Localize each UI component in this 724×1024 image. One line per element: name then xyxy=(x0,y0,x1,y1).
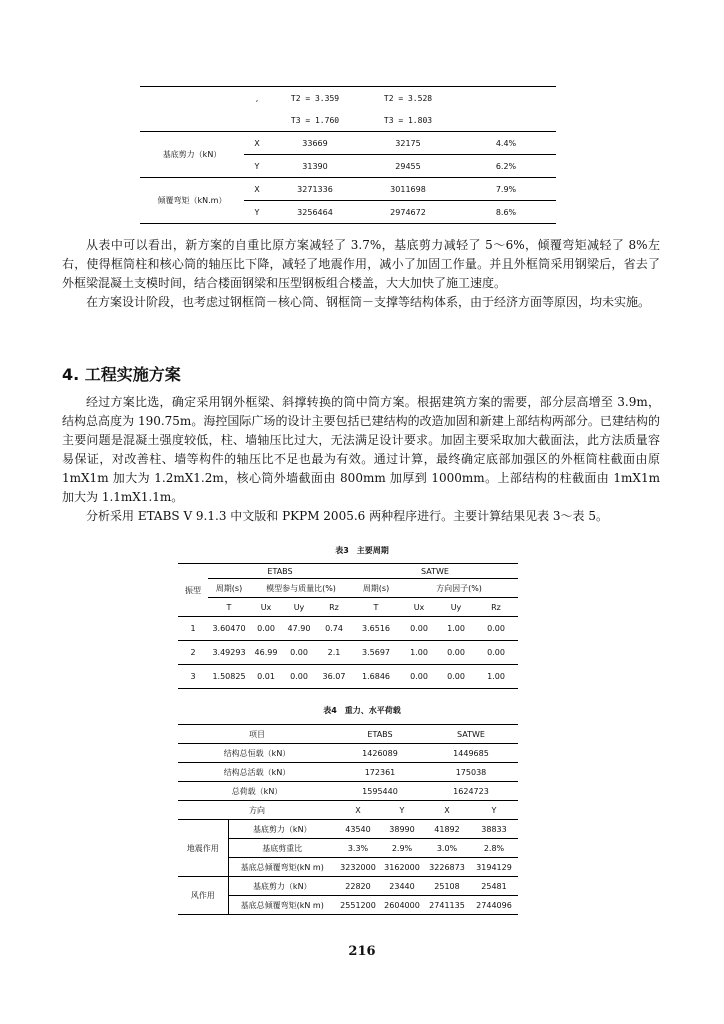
cell: 25481 xyxy=(470,877,518,896)
header-cell: Uy xyxy=(438,598,474,617)
cell: T3 = 1.803 xyxy=(383,115,433,125)
cell: X xyxy=(424,801,470,820)
cell: 0.00 xyxy=(474,617,518,641)
group-label: 风作用 xyxy=(178,877,228,915)
cell: 0.00 xyxy=(250,617,282,641)
row-label: 基底总倾覆弯矩(kN m) xyxy=(228,896,336,915)
cell: 2.1 xyxy=(316,641,352,665)
cell: 22820 xyxy=(336,877,380,896)
header-cell: SATWE xyxy=(457,729,485,739)
cell: 8.6% xyxy=(456,201,556,224)
cell: 29455 xyxy=(360,155,456,178)
cell: 2604000 xyxy=(380,896,424,915)
cell: 4.4% xyxy=(456,132,556,155)
header-cell: Ux xyxy=(400,598,438,617)
cell: 3.6516 xyxy=(352,617,400,641)
cell: Y xyxy=(244,155,270,178)
cell: X xyxy=(244,132,270,155)
cell: 46.99 xyxy=(250,641,282,665)
cell: 1624723 xyxy=(424,782,518,801)
cell: 3.0% xyxy=(424,839,470,858)
row-label: 基底剪力（kN） xyxy=(228,877,336,896)
cell: 2 xyxy=(178,641,208,665)
cell: 36.07 xyxy=(316,665,352,689)
cell: 3271336 xyxy=(270,178,360,201)
cell xyxy=(244,109,270,132)
cell: 3.49293 xyxy=(208,641,250,665)
cell: 172361 xyxy=(336,763,424,782)
cell: 1.00 xyxy=(474,665,518,689)
row-label: 结构总恒载（kN） xyxy=(178,744,336,763)
header-cell: Uy xyxy=(282,598,316,617)
header-cell: T xyxy=(352,598,400,617)
cell: 2.9% xyxy=(380,839,424,858)
cell: 33669 xyxy=(270,132,360,155)
row-label: 基底剪力（kN） xyxy=(228,820,336,839)
cell: 1426089 xyxy=(336,744,424,763)
header-cell: 方向因子(%) xyxy=(400,579,518,598)
cell: 1595440 xyxy=(336,782,424,801)
paragraph: 从表中可以看出，新方案的自重比原方案减轻了 3.7%，基底剪力减轻了 5～6%，倾覆弯矩减轻了 8%左右，使得框筒柱和核心筒的轴压比下降，减轻了地震作用，减小了加固工作量。并且外框筒采用钢梁后，省去了外框梁混凝土支模时间，结合楼面钢梁和压型钢板组合楼盖，大大加快了施工速度。 xyxy=(62,238,660,290)
cell: 32175 xyxy=(360,132,456,155)
cell: 7.9% xyxy=(456,178,556,201)
table-caption: 表3 主要周期 xyxy=(335,546,389,555)
header-cell: ETABS xyxy=(367,729,393,739)
header-cell: Rz xyxy=(474,598,518,617)
section-heading: 4. 工程实施方案 xyxy=(62,365,181,384)
cell: 6.2% xyxy=(456,155,556,178)
cell: 0.00 xyxy=(438,641,474,665)
header-cell: T xyxy=(208,598,250,617)
row-label: 结构总活载（kN） xyxy=(178,763,336,782)
page-number: 216 xyxy=(348,944,376,959)
cell: 3232000 xyxy=(336,858,380,877)
header-cell: 项目 xyxy=(249,729,265,739)
cell: 1.50825 xyxy=(208,665,250,689)
cell: 3 xyxy=(178,665,208,689)
cell: 1 xyxy=(178,617,208,641)
table-top-fragment xyxy=(140,86,556,224)
cell: 3011698 xyxy=(360,178,456,201)
paragraph: 分析采用 ETABS V 9.1.3 中文版和 PKPM 2005.6 两种程序进行。主要计算结果见表 3～表 5。 xyxy=(86,509,609,523)
cell: 1.6846 xyxy=(352,665,400,689)
cell: X xyxy=(336,801,380,820)
row-label: 基底剪力（kN） xyxy=(140,132,244,178)
cell: 3.5697 xyxy=(352,641,400,665)
cell: 3256464 xyxy=(270,201,360,224)
cell: 1.00 xyxy=(400,641,438,665)
cell: 2551200 xyxy=(336,896,380,915)
header-cell: 振型 xyxy=(185,585,201,595)
cell: 2974672 xyxy=(360,201,456,224)
cell: X xyxy=(244,178,270,201)
cell: 43540 xyxy=(336,820,380,839)
cell: 0.00 xyxy=(438,665,474,689)
cell: 0.00 xyxy=(400,617,438,641)
cell: Y xyxy=(244,201,270,224)
cell: 0.00 xyxy=(282,641,316,665)
cell: 0.00 xyxy=(474,641,518,665)
cell: 1449685 xyxy=(424,744,518,763)
cell: 25108 xyxy=(424,877,470,896)
header-cell: 模型参与质量比(%) xyxy=(250,579,352,598)
paragraph: 在方案设计阶段，也考虑过钢框筒－核心筒、钢框筒－支撑等结构体系，由于经济方面等原因，均未实施。 xyxy=(86,295,651,309)
cell: 0.00 xyxy=(400,665,438,689)
cell: 38990 xyxy=(380,820,424,839)
cell: 3162000 xyxy=(380,858,424,877)
cell: 3226873 xyxy=(424,858,470,877)
cell: 0.01 xyxy=(250,665,282,689)
cell: 47.90 xyxy=(282,617,316,641)
cell: T2 = 3.359 xyxy=(270,87,360,110)
cell: 23440 xyxy=(380,877,424,896)
cell: 38833 xyxy=(470,820,518,839)
row-label: 基底剪重比 xyxy=(228,839,336,858)
paragraph: 经过方案比选，确定采用钢外框梁、斜撑转换的筒中筒方案。根据建筑方案的需要，部分层高增至 3.9m，结构总高度为 190.75m。海控国际广场的设计主要包括已建结构的改造加固和新建上部结构两部分。已建结构的主要问题是混凝土强度较低，柱、墙轴压比过大，无法满足设计要求。加固主要采取加大截面法，此方法质量容易保证，对改善柱、墙等构件的轴压比不足也最为有效。通过计算，最终确定底部加强区的外框筒柱截面由原 1mX1m 加大为 1.2mX1.2m，核心筒外墙截面由 800mm 加厚到 1000mm。上部结构的柱截面由 1mX1m 加大为 1.1mX1.1m。 xyxy=(62,395,660,504)
header-cell: Ux xyxy=(250,598,282,617)
cell: 31390 xyxy=(270,155,360,178)
cell: 3.60470 xyxy=(208,617,250,641)
header-cell: SATWE xyxy=(421,566,449,576)
cell: Y xyxy=(380,801,424,820)
table-caption: 表4 重力、水平荷载 xyxy=(323,706,401,715)
header-cell: 周期(s) xyxy=(208,579,250,598)
cell: 175038 xyxy=(424,763,518,782)
cell: 0.00 xyxy=(282,665,316,689)
header-cell: Rz xyxy=(316,598,352,617)
body-text-block xyxy=(62,393,660,526)
cell: T2 = 3.528 xyxy=(360,87,456,110)
cell: 2741135 xyxy=(424,896,470,915)
cell: 41892 xyxy=(424,820,470,839)
cell: T3 = 1.760 xyxy=(290,115,340,125)
header-cell: 周期(s) xyxy=(352,579,400,598)
cell: 2.8% xyxy=(470,839,518,858)
row-label: 基底总倾覆弯矩(kN m) xyxy=(228,858,336,877)
row-label: 倾覆弯矩（kN.m） xyxy=(140,178,244,224)
cell: 2744096 xyxy=(470,896,518,915)
cell: , xyxy=(244,87,270,110)
row-label: 方向 xyxy=(178,801,336,820)
body-text-block xyxy=(62,236,660,312)
cell: 1.00 xyxy=(438,617,474,641)
header-cell: ETABS xyxy=(267,566,293,576)
table-main-periods xyxy=(178,563,518,689)
group-label: 地震作用 xyxy=(178,820,228,877)
cell: 3194129 xyxy=(470,858,518,877)
row-label: 总荷载（kN） xyxy=(178,782,336,801)
cell: 3.3% xyxy=(336,839,380,858)
cell: Y xyxy=(470,801,518,820)
cell: 0.74 xyxy=(316,617,352,641)
table-loads xyxy=(178,724,518,915)
